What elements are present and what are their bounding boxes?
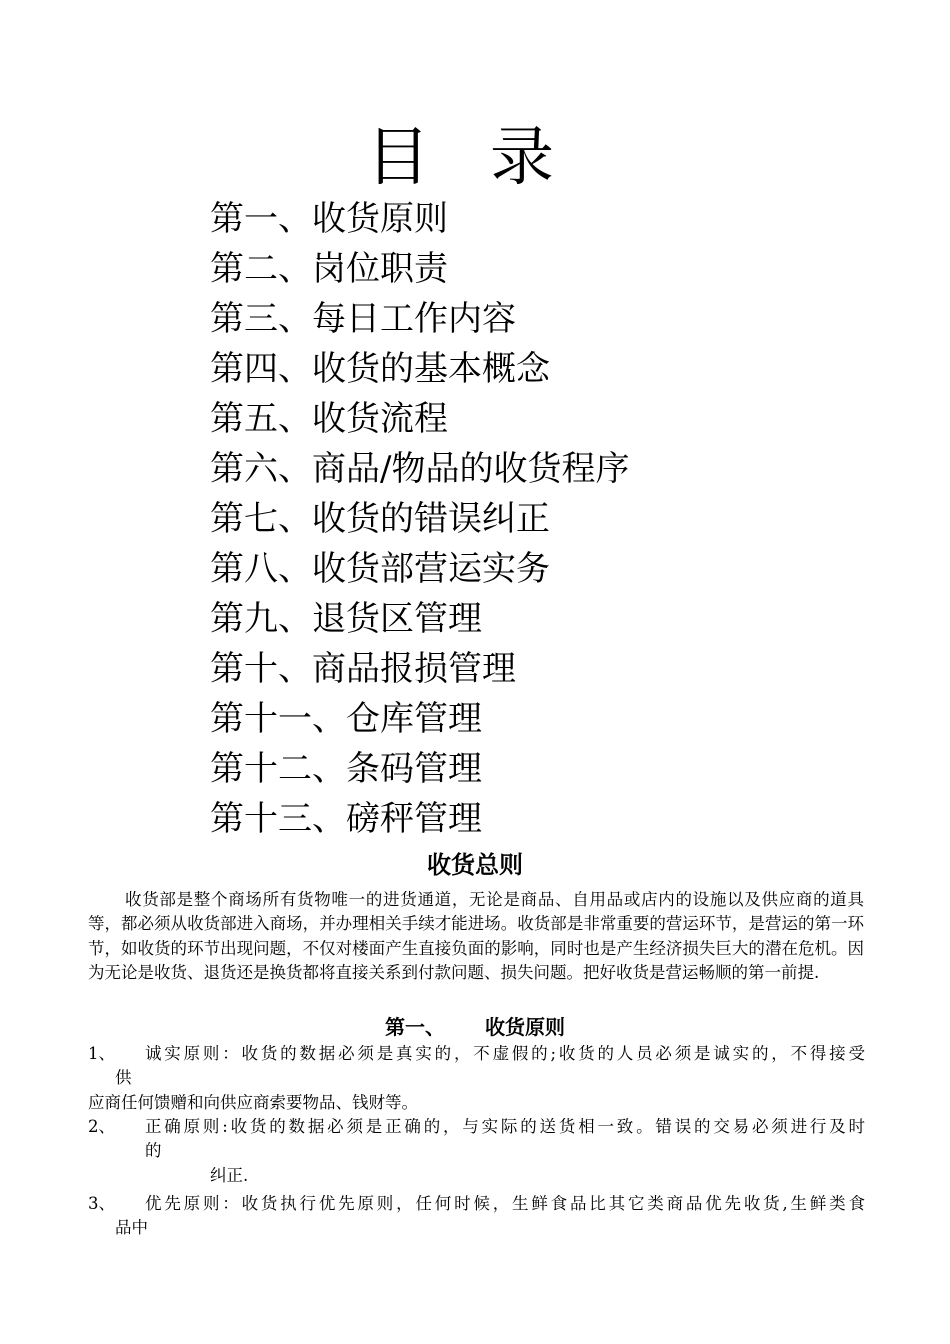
rule-3-number: 3、 — [88, 1194, 115, 1213]
toc-item-8: 第八、收货部营运实务 — [210, 549, 550, 589]
toc-item-2: 第二、岗位职责 — [210, 249, 448, 289]
section-1-heading — [0, 1013, 950, 1041]
rule-1-number: 1、 — [88, 1044, 115, 1063]
section-1-heading-number: 第一、 — [385, 1015, 445, 1039]
rule-3-continuation: 品中 — [115, 1218, 148, 1237]
toc-item-1: 第一、收货原则 — [210, 199, 448, 239]
rule-2-text: 正确原则:收货的数据必须是正确的，与实际的送货相一致。错误的交易必须进行及时 — [145, 1117, 865, 1136]
rule-1-continuation: 供 — [115, 1068, 132, 1087]
rule-2-tail: 纠正. — [210, 1166, 249, 1185]
toc-item-7: 第七、收货的错误纠正 — [210, 499, 550, 539]
toc-list — [210, 194, 629, 844]
toc-item-4: 第四、收货的基本概念 — [210, 349, 550, 389]
toc-item-5: 第五、收货流程 — [210, 399, 448, 439]
rule-1-text: 诚实原则：收货的数据必须是真实的，不虚假的;收货的人员必须是诚实的，不得接受 — [145, 1044, 865, 1063]
section-1-heading-title: 收货原则 — [485, 1015, 565, 1039]
toc-title: 目录 — [366, 121, 614, 195]
toc-item-10: 第十、商品报损管理 — [210, 649, 516, 689]
general-paragraph: 收货部是整个商场所有货物唯一的进货通道，无论是商品、自用品或店内的设施以及供应商的道具等，都必须从收货部进入商场，并办理相关手续才能进场。收货部是非常重要的营运环节，是营运的第一环节，如收货的环节出现问题，不仅对楼面产生直接负面的影响，同时也是产生经济损失巨大的潜在危机。因为无论是收货、退货还是换货都将直接关系到付款问题、损失问题。把好收货是营运畅顺的第一前提. — [88, 890, 864, 983]
toc-item-13: 第十三、磅秤管理 — [210, 799, 482, 839]
rule-3-text: 优先原则：收货执行优先原则，任何时候，生鲜食品比其它类商品优先收货,生鲜类食 — [145, 1194, 865, 1213]
toc-item-9: 第九、退货区管理 — [210, 599, 482, 639]
rule-2-number: 2、 — [88, 1117, 115, 1136]
toc-item-6: 第六、商品/物品的收货程序 — [210, 449, 630, 489]
toc-item-3: 第三、每日工作内容 — [210, 299, 516, 339]
toc-item-11: 第十一、仓库管理 — [210, 699, 482, 739]
rule-1-tail: 应商任何馈赠和向供应商索要物品、钱财等。 — [88, 1093, 418, 1112]
rule-2-continuation: 的 — [145, 1141, 162, 1160]
general-heading: 收货总则 — [427, 851, 523, 879]
toc-item-12: 第十二、条码管理 — [210, 749, 482, 789]
